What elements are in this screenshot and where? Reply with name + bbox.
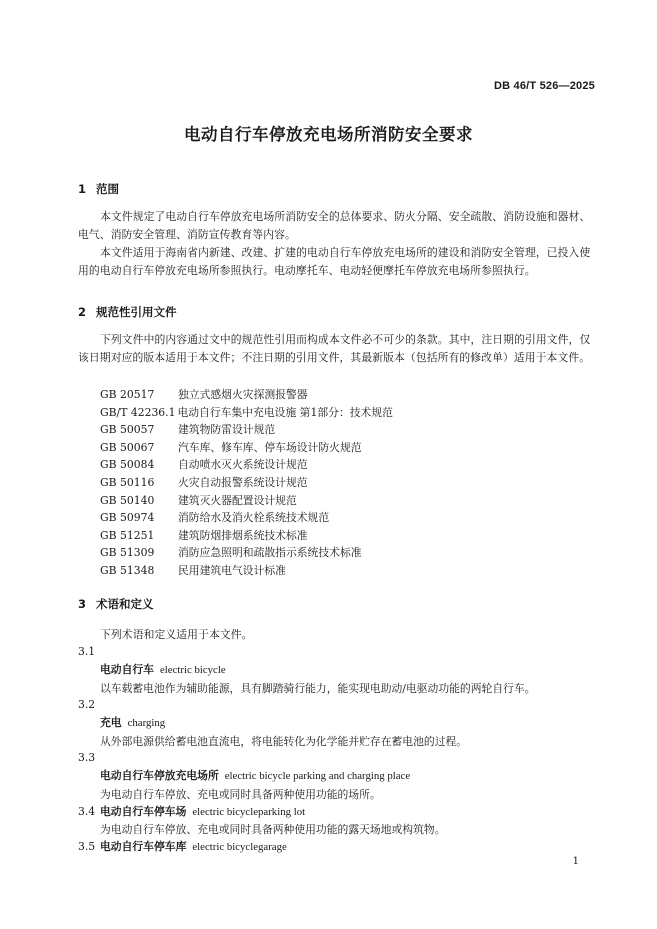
section-1-paragraph-2: 本文件适用于海南省内新建、改建、扩建的电动自行车停放充电场所的建设和消防安全管理，已投入使用的电动自行车停放充电场所参照执行。电动摩托车、电动轻便摩托车停放充电场所参照执行。 [78, 246, 591, 277]
document-title: 电动自行车停放充电场所消防安全要求 [184, 125, 473, 144]
section-3-intro: 下列术语和定义适用于本文件。 [100, 628, 253, 641]
term-definition: 从外部电源供给蓄电池直流电，将电能转化为化学能并贮存在蓄电池的过程。 [100, 735, 468, 748]
reference-title: 消防应急照明和疏散指示系统技术标准 [178, 546, 362, 560]
section-number: 3 [78, 597, 87, 611]
reference-code: GB 50116 [100, 475, 155, 489]
section-title: 术语和定义 [96, 597, 154, 611]
reference-item [100, 386, 393, 404]
reference-title: 建筑物防雷设计规范 [178, 423, 276, 437]
reference-title: 自动喷水灭火系统设计规范 [178, 458, 308, 472]
reference-title: 汽车库、修车库、停车场设计防火规范 [178, 440, 362, 454]
term-english: charging [127, 717, 166, 729]
term-chinese: 电动自行车停放充电场所 [100, 769, 219, 782]
reference-title: 消防给水及消火栓系统技术规范 [178, 511, 330, 525]
term-english: electric bicycleparking lot [192, 806, 306, 818]
reference-code: GB 20517 [100, 388, 155, 401]
term-english: electric bicycle [159, 664, 226, 676]
term-number: 3.5 [78, 840, 96, 853]
term-chinese: 充电 [100, 716, 122, 729]
page-number: 1 [572, 856, 579, 867]
term-number: 3.3 [78, 751, 96, 764]
section-title: 范围 [96, 182, 119, 196]
reference-item [100, 509, 393, 527]
section-3-heading [78, 596, 154, 612]
reference-code: GB/T 42236.1 [100, 405, 176, 419]
reference-item [100, 404, 393, 422]
reference-code: GB 50057 [100, 423, 155, 437]
reference-title: 火灾自动报警系统设计规范 [178, 475, 308, 489]
reference-code: GB 50067 [100, 440, 155, 454]
reference-item [100, 439, 393, 457]
term-heading [100, 662, 226, 677]
reference-item [100, 474, 393, 492]
reference-title: 民用建筑电气设计标准 [178, 563, 286, 577]
reference-item [100, 421, 393, 439]
reference-code: GB 51348 [100, 563, 155, 577]
section-2-heading [78, 304, 177, 320]
section-2-intro: 下列文件中的内容通过文中的规范性引用而构成本文件必不可少的条款。其中，注日期的引用文件，仅该日期对应的版本适用于本文件；不注日期的引用文件，其最新版本（包括所有的修改单）适用于本文件。 [78, 333, 591, 364]
term-english: electric bicycle parking and charging place [224, 770, 411, 782]
section-1-paragraph-1: 本文件规定了电动自行车停放充电场所消防安全的总体要求、防火分隔、安全疏散、消防设施和器材、电气、消防安全管理、消防宣传教育等内容。 [78, 210, 591, 241]
reference-list [100, 386, 393, 580]
standard-number: DB 46/T 526—2025 [493, 80, 595, 92]
reference-title: 电动自行车集中充电设施 第1部分：技术规范 [177, 405, 393, 419]
term-number: 3.1 [78, 645, 96, 658]
section-number: 2 [78, 305, 87, 319]
reference-title: 独立式感烟火灾探测报警器 [178, 388, 308, 401]
term-definition: 为电动自行车停放、充电或同时具备两种使用功能的场所。 [100, 788, 381, 801]
reference-item [100, 527, 393, 545]
section-title: 规范性引用文件 [96, 305, 177, 319]
term-heading [100, 768, 410, 783]
term-heading [78, 839, 287, 854]
reference-code: GB 50974 [100, 511, 155, 525]
term-number: 3.4 [78, 805, 96, 818]
term-number: 3.2 [78, 698, 96, 711]
reference-code: GB 50084 [100, 458, 155, 472]
term-definition: 为电动自行车停放、充电或同时具备两种使用功能的露天场地或构筑物。 [100, 823, 446, 836]
term-heading [78, 804, 305, 819]
reference-code: GB 51309 [100, 546, 155, 560]
reference-code: GB 50140 [100, 493, 155, 507]
reference-item [100, 544, 393, 562]
reference-code: GB 51251 [100, 528, 155, 542]
term-heading [100, 715, 165, 730]
reference-title: 建筑灭火器配置设计规范 [178, 493, 297, 507]
reference-title: 建筑防烟排烟系统技术标准 [178, 528, 308, 542]
reference-item [100, 492, 393, 510]
reference-item [100, 562, 393, 580]
section-1-heading [78, 181, 119, 197]
reference-item [100, 456, 393, 474]
term-chinese: 电动自行车停车库 [100, 840, 187, 853]
term-chinese: 电动自行车 [100, 663, 154, 676]
term-english: electric bicyclegarage [192, 841, 287, 853]
term-chinese: 电动自行车停车场 [100, 805, 187, 818]
section-number: 1 [78, 182, 87, 196]
term-definition: 以车载蓄电池作为辅助能源，具有脚踏骑行能力，能实现电助动/电驱动功能的两轮自行车。 [100, 682, 536, 695]
